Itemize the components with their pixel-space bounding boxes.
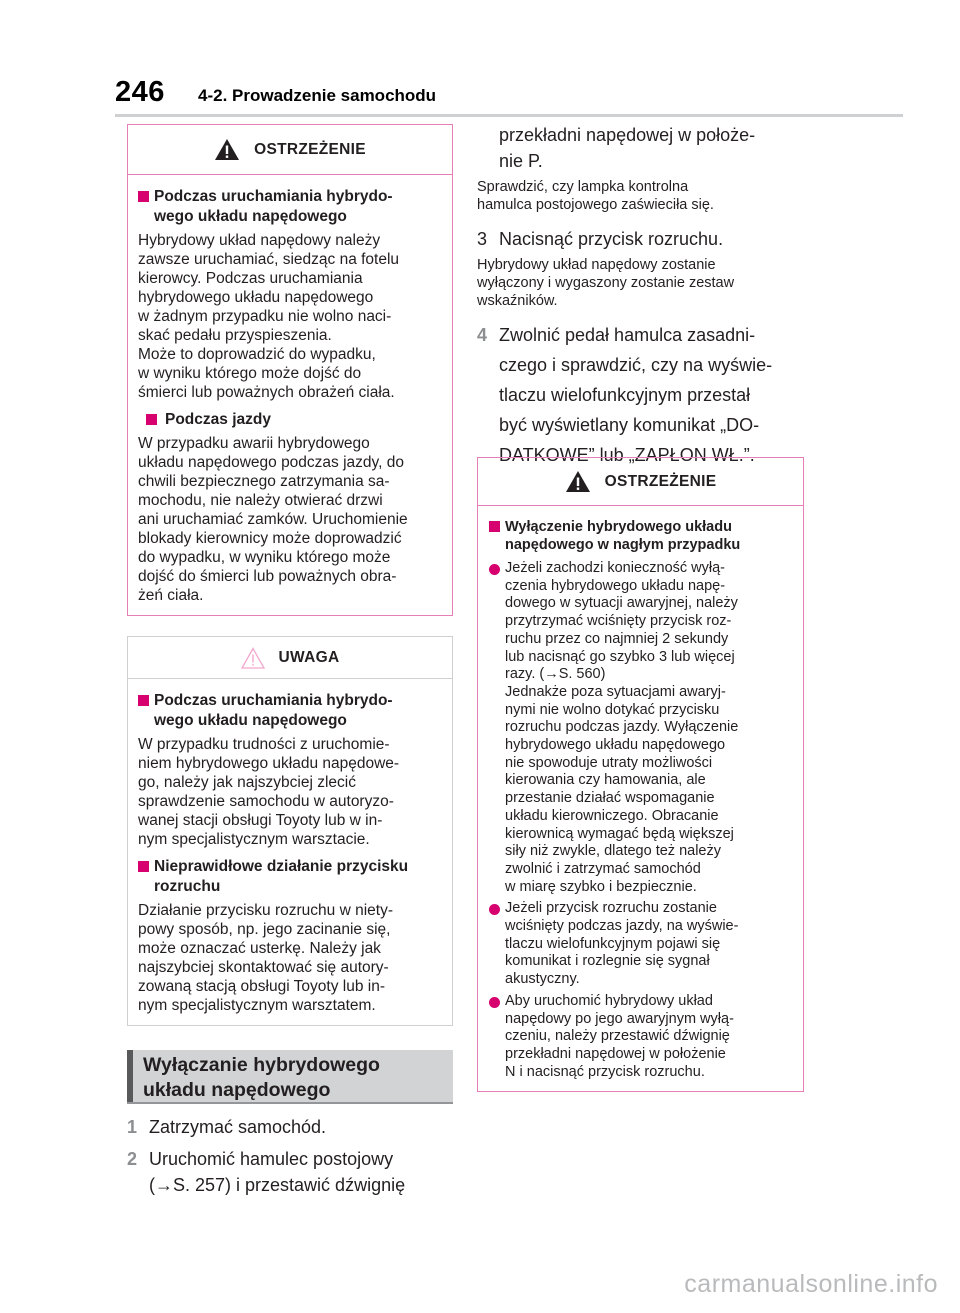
step-2-note: Sprawdzić, czy lampka kontrolna hamulca postojowego zaświeciła się.	[477, 179, 714, 213]
step-3-note: Hybrydowy układ napędowy zostanie wyłączony i wygaszony zostanie zestaw wskaźników.	[477, 257, 735, 309]
warning-title: OSTRZEŻENIE	[254, 140, 366, 158]
header-divider	[115, 114, 903, 117]
section-banner	[127, 1050, 453, 1104]
warning-triangle-filled-icon	[565, 470, 591, 493]
square-bullet-icon	[138, 191, 149, 202]
notice-box	[127, 636, 453, 1026]
warning-subheading-text: Podczas uruchamiania hybrydo- wego układu napędowego	[154, 188, 393, 225]
step-1	[127, 1114, 453, 1140]
warning-box	[477, 457, 804, 1092]
warning-triangle-outline-icon	[241, 647, 265, 669]
step-text: Zatrzymać samochód.	[149, 1117, 327, 1137]
round-bullet-icon	[489, 564, 500, 575]
step-number: 2	[127, 1149, 138, 1169]
warning-box-frame	[477, 457, 804, 1092]
step-2	[127, 1146, 453, 1198]
page-number: 246	[115, 76, 165, 108]
round-bullet-icon	[489, 904, 500, 915]
square-bullet-icon	[146, 414, 157, 425]
warning-paragraph: W przypadku awarii hybrydowego układu napędowego podczas jazdy, do chwili bezpiecznego zatrzymania sa- mochodu, nie należy otwierać drzwi ani uruchamiać zamków. Uruchomienie blokady kierownicy może doprowadzić do wypadku, w wyniku którego może dojść do śmierci lub poważnych obra- żeń ciała.	[138, 435, 408, 604]
warning-bullet	[489, 993, 793, 1082]
step-3	[477, 226, 804, 252]
round-bullet-icon	[489, 997, 500, 1008]
warning-subheading	[489, 518, 793, 554]
right-column	[477, 124, 804, 470]
square-bullet-icon	[138, 861, 149, 872]
step-number: 3	[477, 229, 488, 249]
warning-bullet	[489, 560, 793, 896]
step-number: 1	[127, 1117, 138, 1137]
warning-subheading-text: Wyłączenie hybrydowego układu napędowego w nagłym przypadku	[505, 519, 741, 553]
step-text: Nacisnąć przycisk rozruchu.	[499, 229, 724, 249]
warning-title: OSTRZEŻENIE	[604, 472, 717, 490]
notice-subheading-text: Podczas uruchamiania hybrydo- wego układu napędowego	[154, 692, 393, 729]
notice-body	[128, 679, 452, 1025]
warning-header	[128, 125, 452, 175]
left-column	[127, 124, 453, 1198]
notice-paragraph: W przypadku trudności z uruchomie- niem hybrydowego układu napędowe- go, należy jak najszybciej zlecić sprawdzenie samochodu w autoryzo- wanej stacji obsługi Toyoty lub w in- nym specjalistycznym warsztacie.	[138, 736, 400, 848]
warning-subheading-text: Podczas jazdy	[165, 411, 271, 428]
warning-subheading	[138, 187, 442, 227]
step-text: Zwolnić pedał hamulca zasadni- czego i sprawdzić, czy na wyświe- tlaczu wielofunkcyjnym przestał być wyświetlany komunikat „DO- DATKOWE” lub „ZAPŁON WŁ.”.	[499, 325, 773, 465]
step-number: 4	[477, 325, 488, 345]
notice-subheading-text: Nieprawidłowe działanie przycisku rozruchu	[154, 858, 409, 895]
square-bullet-icon	[489, 521, 500, 532]
warning-bullet-text: Jeżeli zachodzi konieczność wyłą- czenia hybrydowego układu napę- dowego w sytuacji awaryjnej, należy przytrzymać wciśnięty przycisk roz- ruchu przez co najmniej 2 sekundy lub nacisnąć go szybko 3 lub więcej razy. (→S. 560) Jednakże poza sytuacjami awaryj- nymi nie wolno dotykać przycisku rozruchu podczas jazdy. Wyłączenie hybrydowego układu napędowego nie spowoduje utraty możliwości kierowania czy hamowania, ale przestanie działać wspomaganie układu kierowniczego. Obracanie kierownicą wymagać będą większej siły niż zwykle, dlatego też należy zwolnić i zatrzymać samochód w miarę szybko i bezpiecznie.	[505, 560, 739, 895]
banner-accent-bar	[127, 1050, 133, 1102]
warning-triangle-filled-icon	[214, 138, 240, 161]
warning-header	[478, 458, 803, 506]
notice-paragraph: Działanie przycisku rozruchu w niety- powy sposób, np. jego zacinanie się, może oznaczać usterkę. Należy jak najszybciej skontaktować się autory- zowaną stacją obsługi Toyoty lub in- nym specjalistycznym warsztatem.	[138, 902, 393, 1014]
warning-bullet-text: Jeżeli przycisk rozruchu zostanie wciśnięty podczas jazdy, na wyświe- tlaczu wielofunkcyjnym pojawi się komunikat i rozlegnie się sygnał akustyczny.	[505, 900, 739, 988]
warning-bullet-text: Aby uruchomić hybrydowy układ napędowy po jego awaryjnym wyłą- czeniu, należy przestawić dźwignię przekładni napędowej w położenie N i nacisnąć przycisk rozruchu.	[505, 992, 734, 1080]
warning-subheading	[138, 410, 442, 430]
warning-body	[478, 506, 803, 1091]
warning-body	[128, 175, 452, 615]
notice-title: UWAGA	[278, 648, 340, 666]
banner-title: Wyłączanie hybrydowego układu napędowego	[143, 1054, 380, 1101]
notice-header	[128, 637, 452, 679]
notice-subheading	[138, 691, 442, 731]
warning-bullet	[489, 900, 793, 989]
step-2-continuation: przekładni napędowej w położe- nie P.	[499, 125, 756, 171]
watermark: carmanualsonline.info	[684, 1270, 938, 1298]
warning-box	[127, 124, 453, 616]
notice-subheading	[138, 857, 442, 897]
section-title: 4-2. Prowadzenie samochodu	[198, 86, 437, 105]
step-text: Uruchomić hamulec postojowy (→S. 257) i przestawić dźwignię	[149, 1149, 406, 1195]
step-4	[477, 320, 804, 470]
square-bullet-icon	[138, 695, 149, 706]
warning-paragraph: Hybrydowy układ napędowy należy zawsze uruchamiać, siedząc na fotelu kierowcy. Podczas uruchamiania hybrydowego układu napędowego w żadnym przypadku nie wolno naci- skać pedału przyspieszenia. Może to doprowadzić do wypadku, w wyniku którego może dojść do śmierci lub poważnych obrażeń ciała.	[138, 232, 400, 401]
